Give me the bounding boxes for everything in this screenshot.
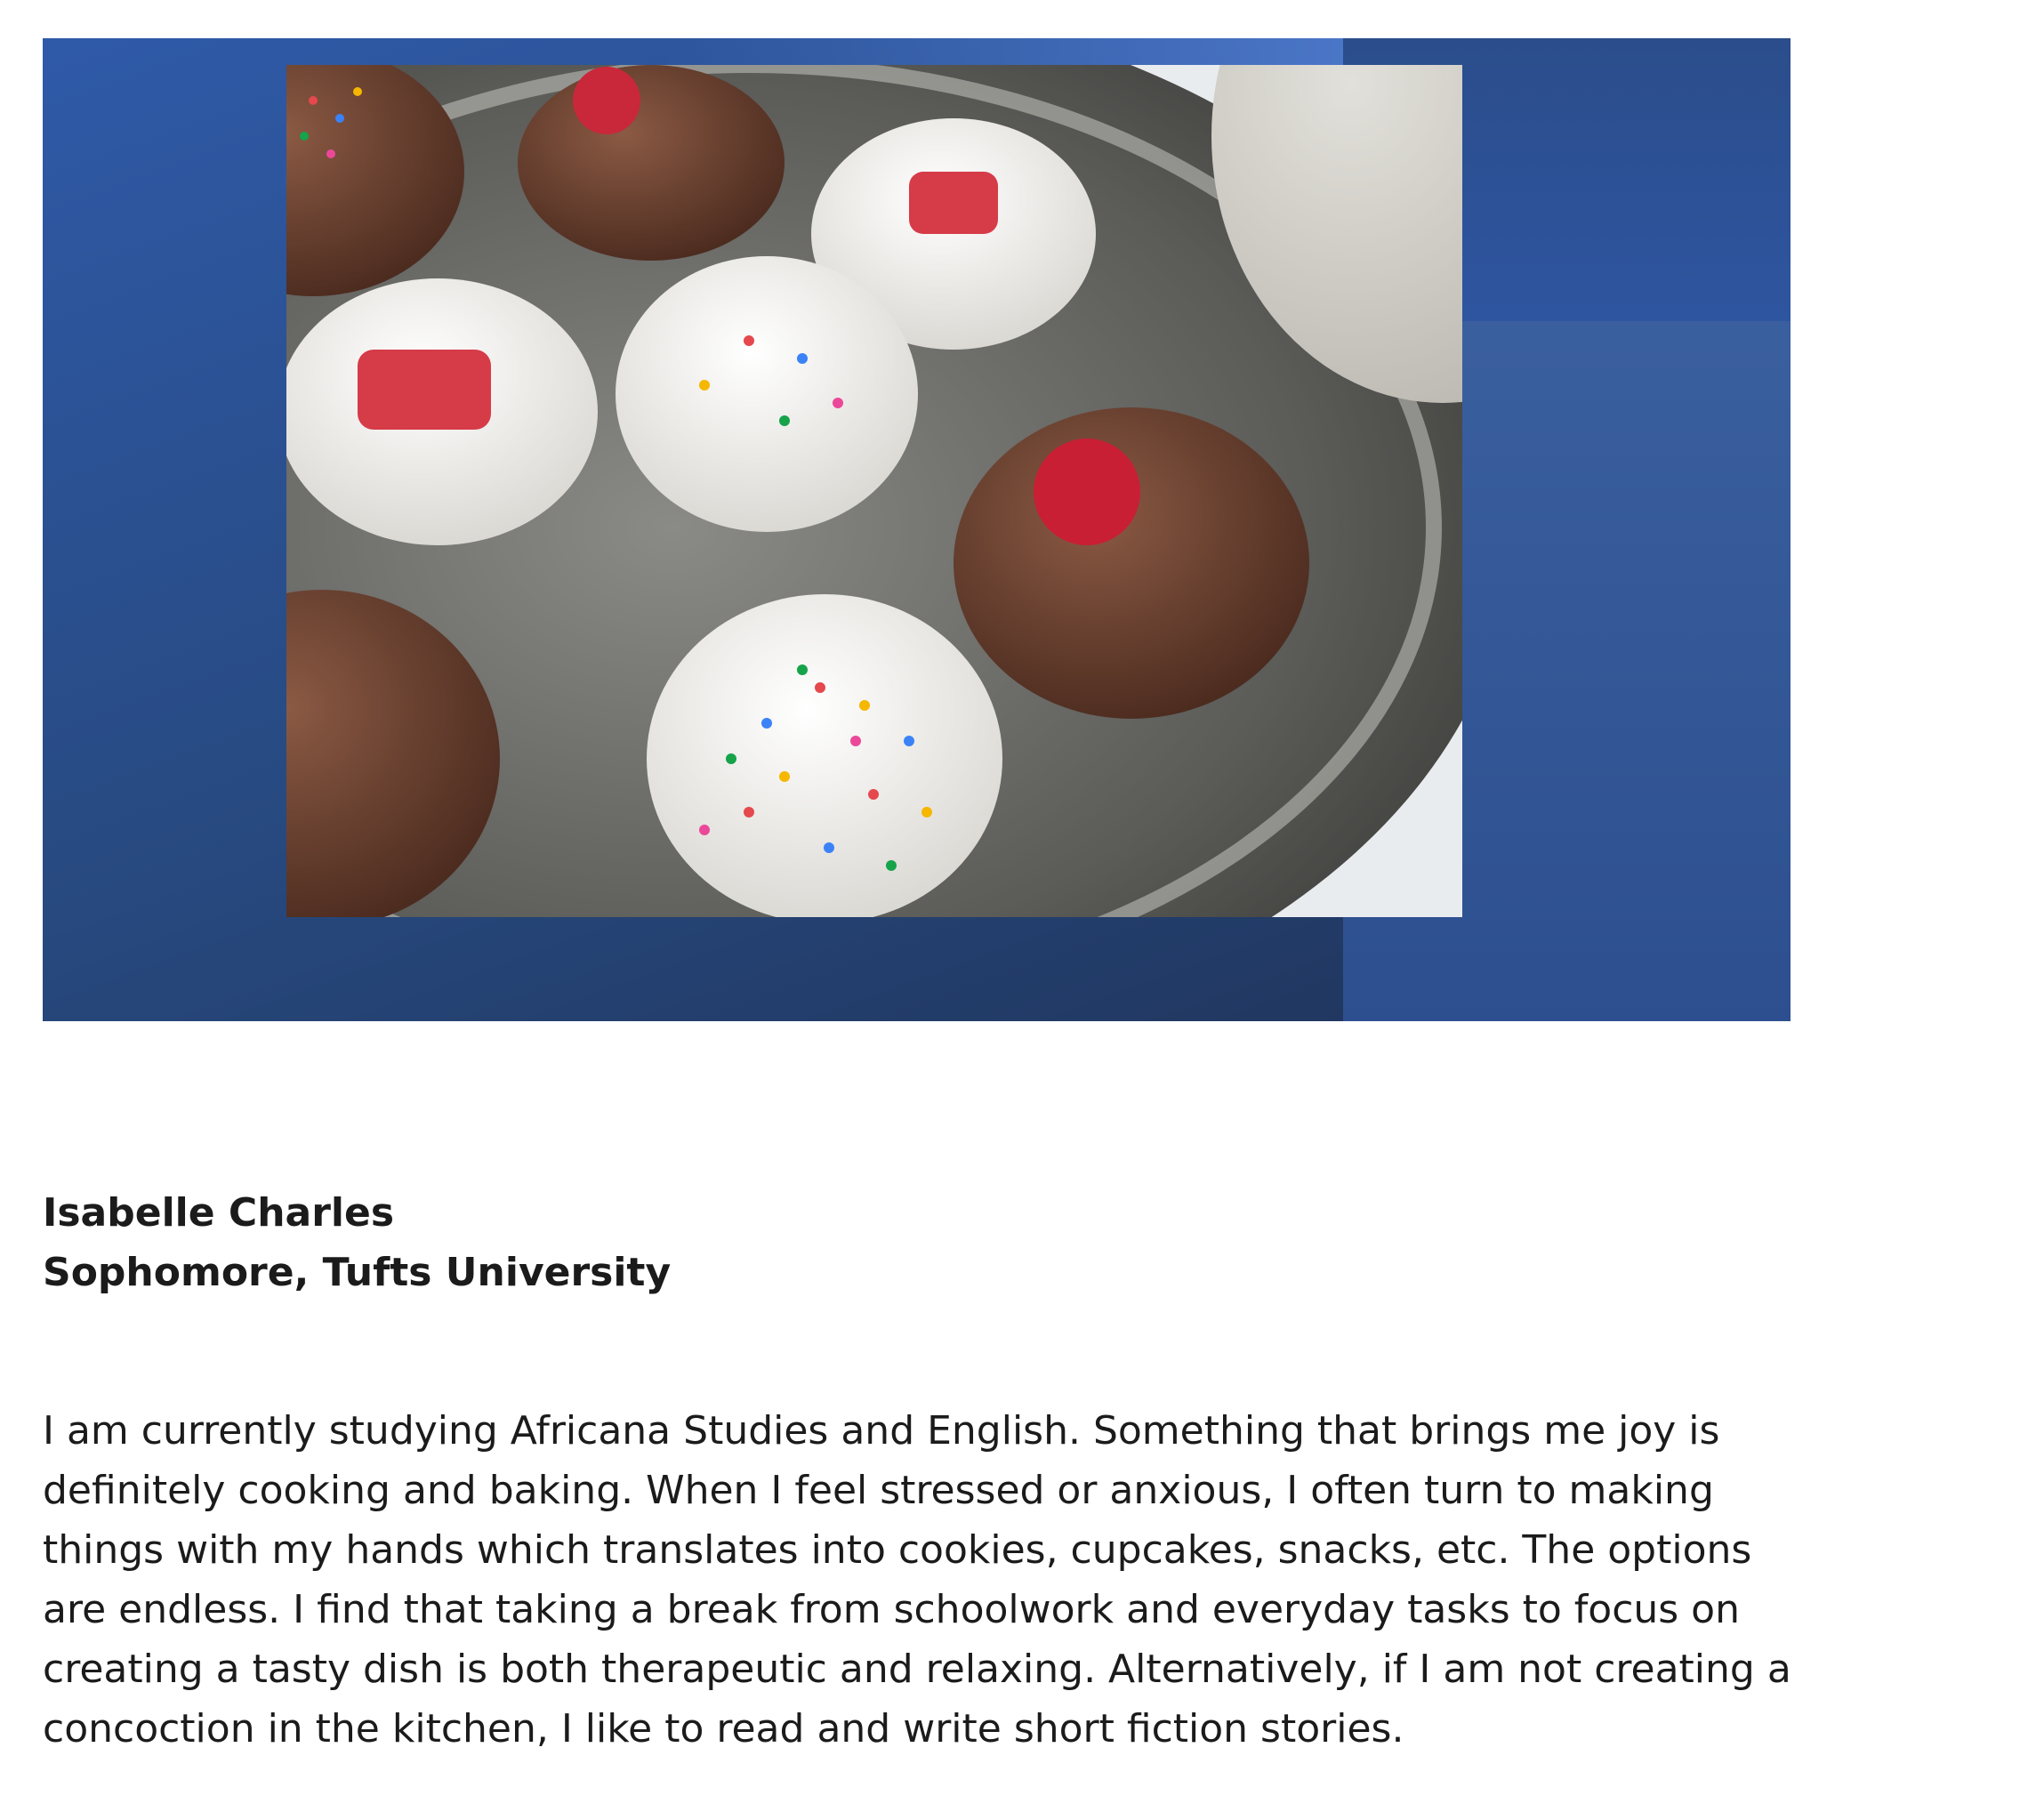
- author-bio: I am currently studying Africana Studies and English. Something that brings me joy is definitely cooking and baking. When I feel stressed or anxious, I often turn to making things with my hands which translates into cookies, cupcakes, snacks, etc. The options are endless. I find that taking a break from schoolwork and everyday tasks to focus on creating a tasty dish is both therapeutic and relaxing. Alternatively, if I am not creating a concoction in the kitchen, I like to read and write short fiction stories.: [43, 1408, 1791, 1752]
- cupcakes-photo: [286, 65, 1462, 917]
- author-name: Isabelle Charles: [43, 1190, 395, 1236]
- author-byline: [43, 1183, 1733, 1302]
- author-affiliation: Sophomore, Tufts University: [43, 1250, 672, 1295]
